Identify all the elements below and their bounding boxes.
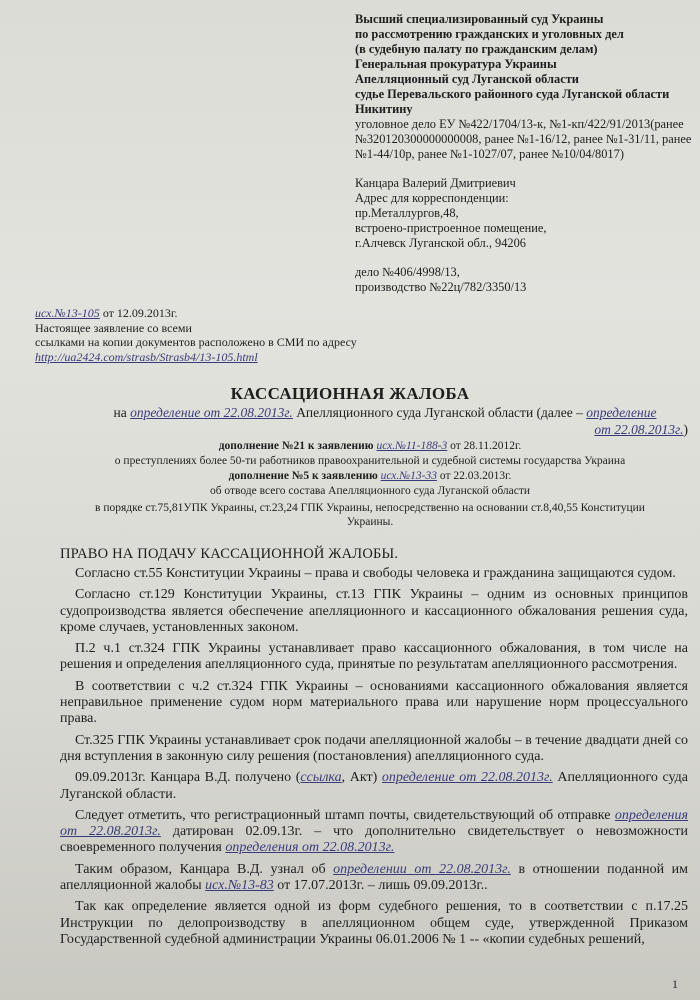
ref-date: от 12.09.2013г. — [99, 306, 178, 320]
paragraph: Согласно ст.129 Конституции Украины, ст.13 ГПК Украины – одним из основных принципов судопроизводства является обеспечение апелляционного и кассационного обжалования решения суда, кроме случаев, установленных законом. — [60, 587, 688, 635]
addressee-line: Генеральная прокуратура Украины — [355, 57, 557, 71]
paragraph: 09.09.2013г. Канцара В.Д. получено (ссылка, Акт) определение от 22.08.2013г. Апелляционного суда Луганской области. — [60, 770, 688, 802]
sender-line: г.Алчевск Луганской обл., 94206 — [355, 236, 526, 250]
case-line: №320120300000000008, ранее №1-16/12, ранее №1-31/11, ранее — [355, 132, 692, 146]
definition-link[interactable]: определения от 22.08.2013г. — [225, 840, 395, 856]
definition-link[interactable]: определение от 22.08.2013г. — [130, 405, 293, 420]
addendum-5: дополнение №5 к заявлению исх.№13-33 от 22.03.2013г. — [228, 470, 512, 482]
order-line-2: Украины. — [346, 516, 394, 528]
addressee-block — [355, 12, 691, 295]
ref-link[interactable]: исх.№13-105 — [35, 306, 100, 320]
body-text — [60, 566, 688, 953]
delo-line: производство №22ц/782/3350/13 — [355, 280, 527, 294]
definition-link[interactable]: определения от 22.08.2013г. — [60, 807, 688, 840]
addressee-line: Апелляционный суд Луганской области — [355, 72, 579, 86]
addressee-line: судье Перевальского районного суда Луганской области — [355, 87, 670, 101]
paragraph: В соответствии с ч.2 ст.324 ГПК Украины – основаниями кассационного обжалования является неправильное применение судом норм материального права или нарушение норм процессуального права. — [60, 678, 688, 727]
addressee-line: Высший специализированный суд Украины — [355, 12, 604, 26]
sender-line: Адрес для корреспонденции: — [355, 191, 509, 205]
section-heading: ПРАВО НА ПОДАЧУ КАССАЦИОННОЙ ЖАЛОБЫ. — [60, 546, 399, 562]
order-line: в порядке ст.75,81УПК Украины, ст.23,24 ГПК Украины, непосредственно на основании ст.8,40,55 Конституции — [95, 502, 645, 514]
addendum-5-link[interactable]: исх.№13-33 — [380, 470, 437, 482]
definition-date-link[interactable]: от 22.08.2013г. — [594, 422, 684, 437]
addendum-21: дополнение №21 к заявлению исх.№11-188-3 от 28.11.2012г. — [218, 440, 522, 452]
ref-line: ссылками на копии документов расположено в СМИ по адресу — [35, 335, 357, 349]
paragraph: Таким образом, Канцара В.Д. узнал об определении от 22.08.2013г. в отношении поданной им апелляционной жалобы исх.№13-83 от 17.07.2013г. – лишь 09.09.2013г.. — [60, 861, 689, 894]
ref-line: Настоящее заявление со всеми — [35, 320, 192, 335]
sender-line: пр.Металлургов,48, — [355, 206, 459, 220]
sender-line: Канцара Валерий Дмитриевич — [355, 176, 516, 190]
definition-link[interactable]: определении от 22.08.2013г. — [333, 861, 511, 877]
paragraph: Следует отметить, что регистрационный штамп почты, свидетельствующий об отправке определения от 22.08.2013г. датирован 02.09.13г. – что дополнительно свидетельствует о невозможности своевременного получения определения от 22.08.2013г. — [60, 807, 689, 856]
recusal-line: об отводе всего состава Апелляционного суда Луганской области — [209, 485, 531, 497]
definition-link[interactable]: определение от 22.08.2013г. — [381, 770, 553, 786]
reference-block — [35, 306, 357, 364]
document-title: КАССАЦИОННАЯ ЖАЛОБА — [230, 384, 470, 403]
paragraph: Так как определение является одной из форм судебного решения, то в соответствии с п.17.25 Инструкции по делопроизводству в апелляционном общем суде, утвержденной Приказом Государственной судебной администрации Украины 06.01.2006 № 1 -- «копии судебных решений, — [60, 899, 688, 947]
addressee-line: по рассмотрению гражданских и уголовных дел — [355, 27, 624, 41]
complaint-link[interactable]: исх.№13-83 — [205, 878, 274, 894]
crimes-line: о преступлениях более 50-ти работников правоохранительной и судебной системы государства Украина — [114, 455, 626, 467]
delo-line: дело №406/4998/13, — [355, 265, 460, 279]
title-subline: на определение от 22.08.2013г. Апелляционного суда Луганской области (далее – определение от 22.08.2013г.) — [113, 405, 688, 437]
page-number: 1 — [672, 977, 678, 991]
sender-line: встроено-пристроенное помещение, — [355, 221, 547, 235]
paragraph: Согласно ст.55 Конституции Украины – права и свободы человека и гражданина защищаются судом. — [75, 566, 676, 581]
case-line: уголовное дело ЕУ №422/1704/13-к, №1-кп/422/91/2013(ранее — [355, 117, 684, 131]
addendum-21-link[interactable]: исх.№11-188-3 — [376, 440, 448, 452]
addressee-line: (в судебную палату по гражданским делам) — [355, 42, 598, 56]
case-line: №1-44/10р, ранее №1-1027/07, ранее №10/04/8017) — [355, 147, 624, 161]
definition-short-link[interactable]: определение — [586, 405, 657, 420]
link-ssylka[interactable]: ссылка — [300, 770, 342, 786]
addressee-line: Никитину — [355, 102, 413, 116]
paragraph: П.2 ч.1 ст.324 ГПК Украины устанавливает право кассационного обжалования, в том числе на решения и определения апелляционного суда, принятые по результатам апелляционного рассмотрения. — [60, 641, 688, 673]
paragraph: Ст.325 ГПК Украины устанавливает срок подачи апелляционной жалобы – в течение двадцати дней со дня вступления в законную силу решения (постановления) апелляционного суда. — [60, 732, 688, 764]
ref-url-link[interactable]: http://ua2424.com/strasb/Strasb4/13-105.html — [35, 349, 258, 364]
